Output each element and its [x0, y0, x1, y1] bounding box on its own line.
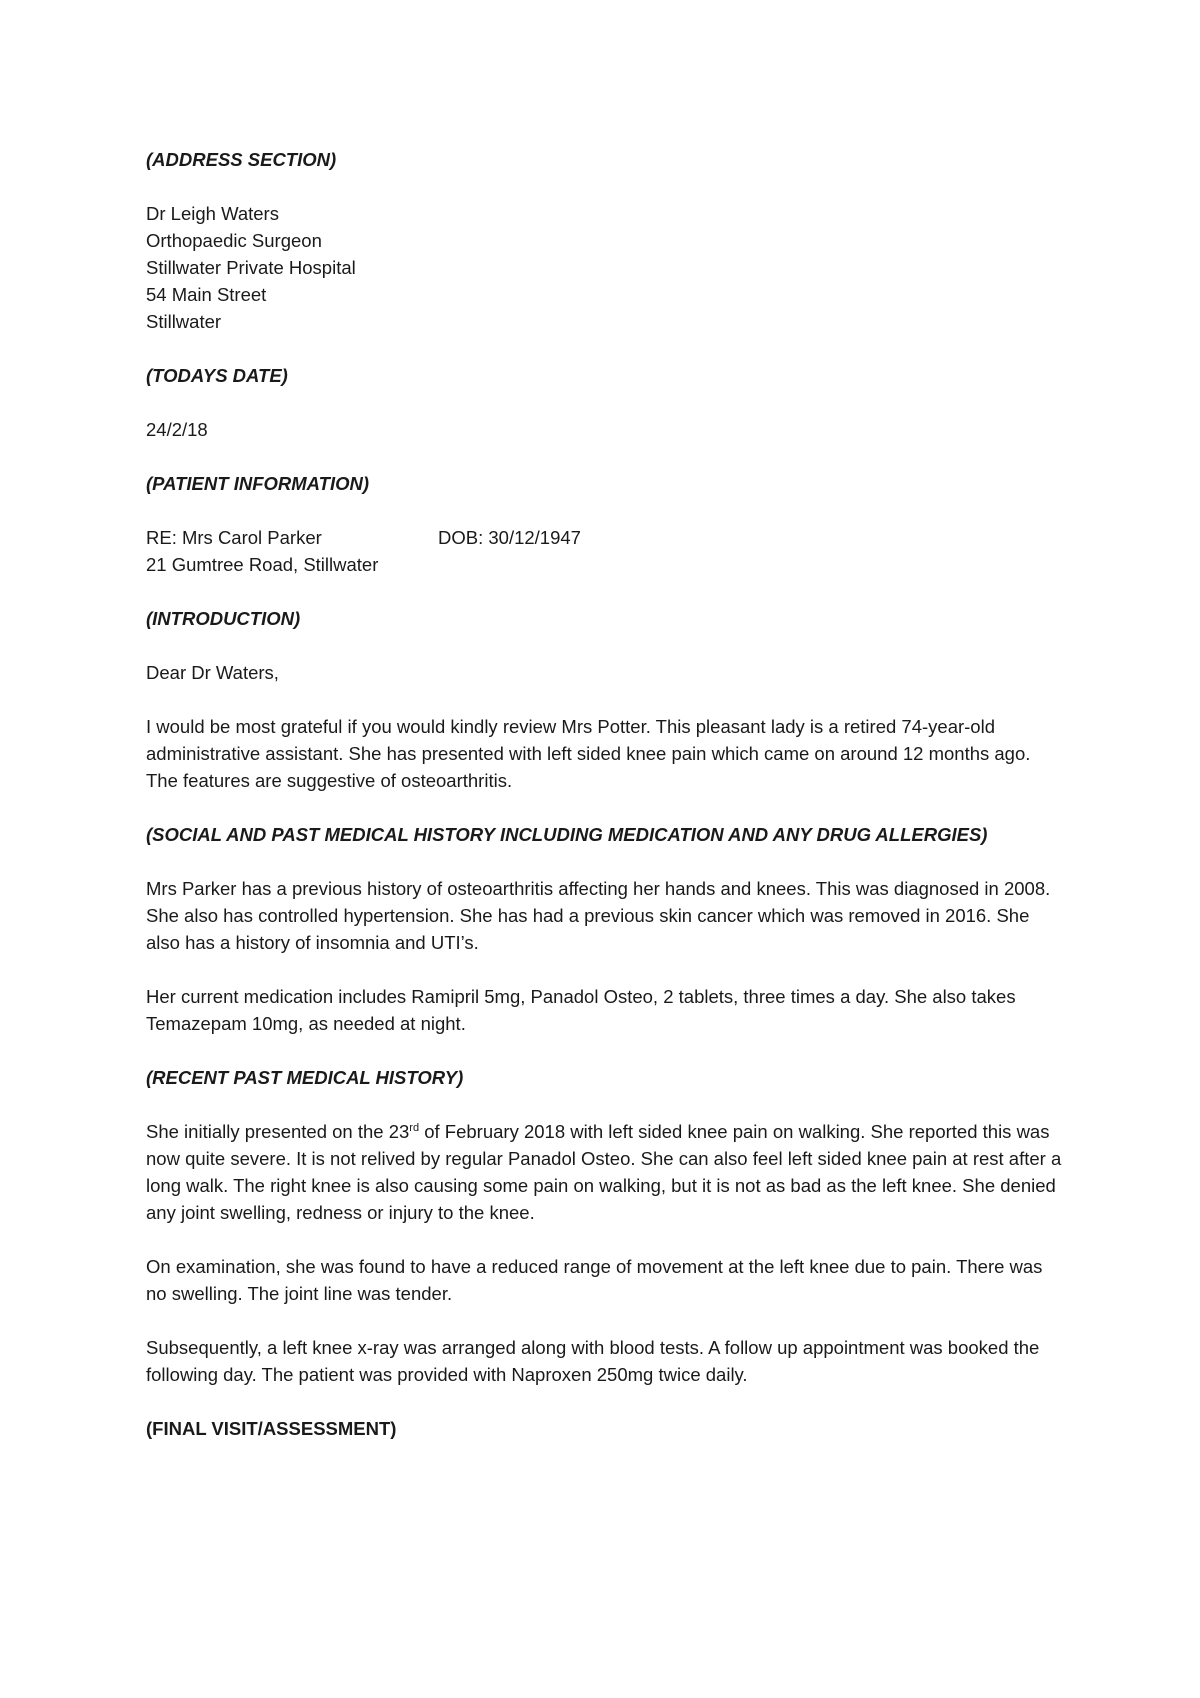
- medication-paragraph: Her current medication includes Ramipril 5mg, Panadol Osteo, 2 tablets, three times a day. She also takes Temazepam 10mg, as needed at night.: [146, 986, 1016, 1034]
- recipient-town: Stillwater: [146, 311, 222, 332]
- patient-details: [146, 524, 1066, 578]
- patient-name: RE: Mrs Carol Parker: [146, 527, 322, 548]
- examination-paragraph: On examination, she was found to have a reduced range of movement at the left knee due to pain. There was no swelling. The joint line was tender.: [146, 1256, 1043, 1304]
- patient-section-heading: (PATIENT INFORMATION): [146, 473, 369, 494]
- presentation-text-end: of February 2018 with left sided knee pain on walking. She reported this was now quite severe. It is not relived by regular Panadol Osteo. She can also feel left sided knee pain at rest after a long walk. The right knee is also causing some pain on walking, but it is not as bad as the left knee. She denied any joint swelling, redness or injury to the knee.: [146, 1121, 1062, 1223]
- presentation-paragraph: [146, 1118, 1066, 1226]
- salutation: Dear Dr Waters,: [146, 662, 279, 683]
- ordinal-suffix: rd: [409, 1121, 420, 1134]
- patient-address: 21 Gumtree Road, Stillwater: [146, 554, 379, 575]
- letter-date: 24/2/18: [146, 419, 208, 440]
- letter-document: [146, 146, 1066, 1469]
- address-section-heading: (ADDRESS SECTION): [146, 149, 337, 170]
- recipient-title: Orthopaedic Surgeon: [146, 230, 322, 251]
- plan-paragraph: Subsequently, a left knee x-ray was arranged along with blood tests. A follow up appointment was booked the following day. The patient was provided with Naproxen 250mg twice daily.: [146, 1337, 1040, 1385]
- recipient-hospital: Stillwater Private Hospital: [146, 257, 356, 278]
- introduction-heading: (INTRODUCTION): [146, 608, 301, 629]
- social-history-heading: (SOCIAL AND PAST MEDICAL HISTORY INCLUDING MEDICATION AND ANY DRUG ALLERGIES): [146, 824, 988, 845]
- social-history-paragraph: Mrs Parker has a previous history of osteoarthritis affecting her hands and knees. This was diagnosed in 2008. She also has controlled hypertension. She has had a previous skin cancer which was removed in 2016. She also has a history of insomnia and UTI’s.: [146, 878, 1051, 953]
- recent-history-heading: (RECENT PAST MEDICAL HISTORY): [146, 1067, 464, 1088]
- recipient-street: 54 Main Street: [146, 284, 267, 305]
- final-visit-heading: (FINAL VISIT/ASSESSMENT): [146, 1418, 397, 1439]
- recipient-name: Dr Leigh Waters: [146, 203, 279, 224]
- patient-re-row: [146, 524, 1066, 551]
- patient-dob: DOB: 30/12/1947: [438, 527, 581, 548]
- introduction-paragraph: I would be most grateful if you would kindly review Mrs Potter. This pleasant lady is a retired 74-year-old administrative assistant. She has presented with left sided knee pain which came on around 12 months ago. The features are suggestive of osteoarthritis.: [146, 716, 1031, 791]
- recipient-address: [146, 200, 1066, 335]
- presentation-text-start: She initially presented on the 23: [146, 1121, 410, 1142]
- date-section-heading: (TODAYS DATE): [146, 365, 288, 386]
